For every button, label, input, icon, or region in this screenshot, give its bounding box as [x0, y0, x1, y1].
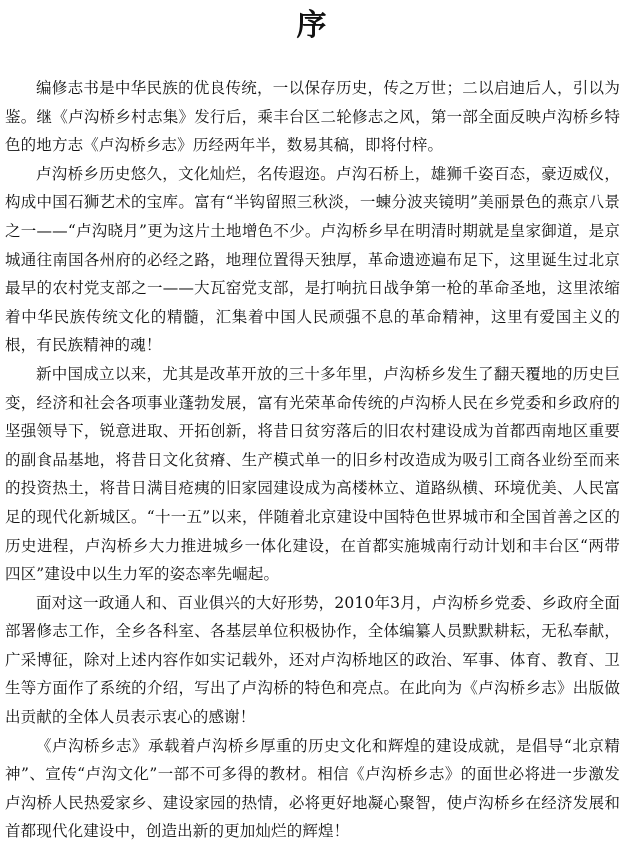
preface-body [5, 74, 620, 846]
page-title: 序 [296, 8, 329, 43]
paragraph-1: 编修志书是中华民族的优良传统，一以保存历史，传之万世；二以启迪后人，引以为鉴。继《卢沟桥乡村志集》发行后，乘丰台区二轮修志之风，第一部全面反映卢沟桥乡特色的地方志《卢沟桥乡志》历经两年半，数易其稿，即将付梓。 [5, 79, 620, 155]
paragraph-5: 《卢沟桥乡志》承载着卢沟桥乡厚重的历史文化和辉煌的建设成就，是倡导“北京精神”、宣传“卢沟文化”一部不可多得的教材。相信《卢沟桥乡志》的面世必将进一步激发卢沟桥人民热爱家乡、建设家园的热情，必将更好地凝心聚智，使卢沟桥乡在经济发展和首都现代化建设中，创造出新的更加灿烂的辉煌！ [5, 736, 620, 841]
paragraph-3: 新中国成立以来，尤其是改革开放的三十多年里，卢沟桥乡发生了翻天覆地的历史巨变，经济和社会各项事业蓬勃发展，富有光荣革命传统的卢沟桥人民在乡党委和乡政府的坚强领导下，锐意进取、开拓创新，将昔日贫穷落后的旧农村建设成为首都西南地区重要的副食品基地，将昔日文化贫瘠、生产模式单一的旧乡村改造成为吸引工商各业纷至而来的投资热土，将昔日满目疮痍的旧家园建设成为高楼林立、道路纵横、环境优美、人民富足的现代化新城区。“十一五”以来，伴随着北京建设中国特色世界城市和全国首善之区的历史进程，卢沟桥乡大力推进城乡一体化建设，在首都实施城南行动计划和丰台区“两带四区”建设中以生力军的姿态率先崛起。 [5, 364, 620, 584]
paragraph-4: 面对这一政通人和、百业俱兴的大好形势，2010年3月，卢沟桥乡党委、乡政府全面部署修志工作，全乡各科室、各基层单位积极协作，全体编纂人员默默耕耘，无私奉献，广采博征，除对上述内容作如实记载外，还对卢沟桥地区的政治、军事、体育、教育、卫生等方面作了系统的介绍，写出了卢沟桥的特色和亮点。在此向为《卢沟桥乡志》出版做出贡献的全体人员表示衷心的感谢！ [5, 593, 620, 727]
paragraph-2: 卢沟桥乡历史悠久，文化灿烂，名传遐迩。卢沟石桥上，雄狮千姿百态，豪迈威仪，构成中国石狮艺术的宝库。富有“半钩留照三秋淡，一蝀分波夹镜明”美丽景色的燕京八景之一——“卢沟晓月”更为这片土地增色不少。卢沟桥乡早在明清时期就是皇家御道，是京城通往南国各州府的必经之路，地理位置得天独厚，革命遗迹遍布足下，这里诞生过北京最早的农村党支部之一——大瓦窑党支部，是打响抗日战争第一枪的革命圣地，这里浓缩着中华民族传统文化的精髓，汇集着中国人民顽强不息的革命精神，这里有爱国主义的根，有民族精神的魂！ [5, 164, 620, 355]
